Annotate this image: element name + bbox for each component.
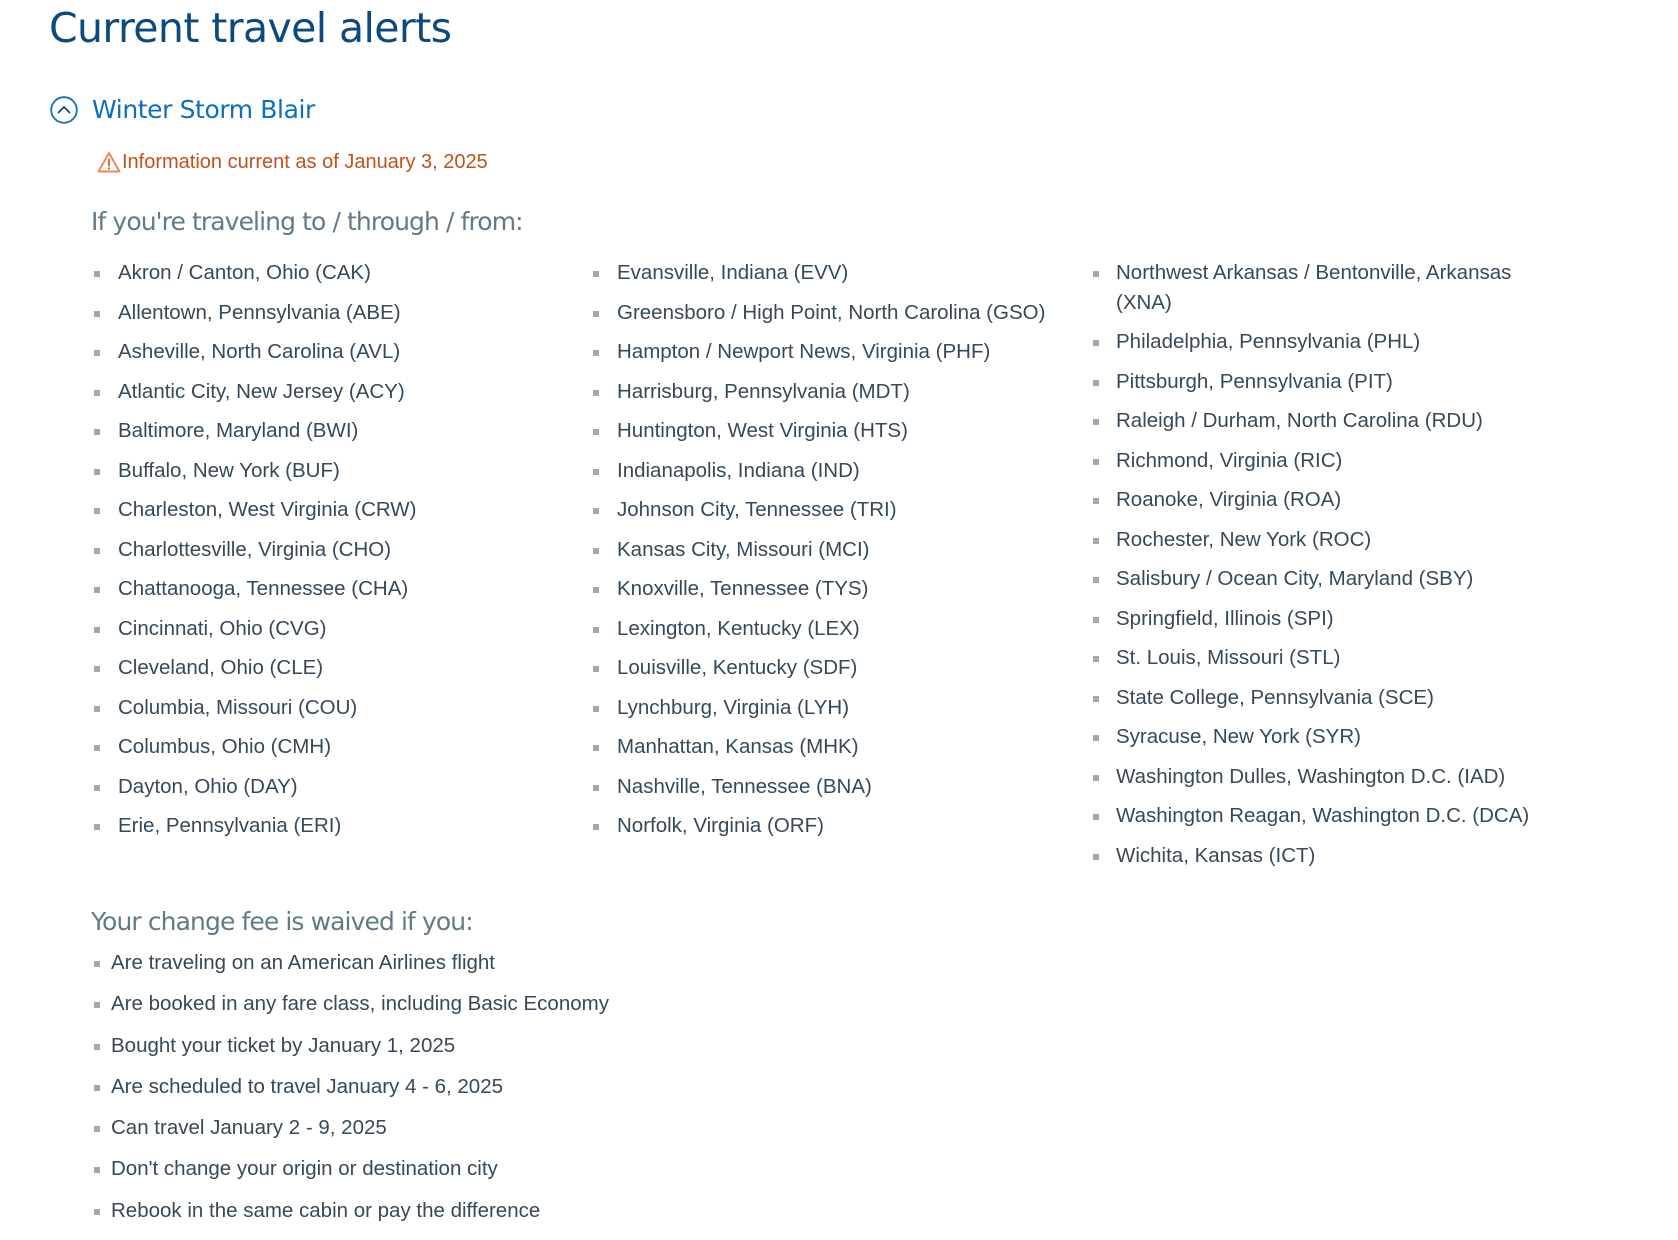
bullet-icon — [1093, 814, 1099, 820]
bullet-icon — [1093, 854, 1099, 860]
bullet-icon — [94, 627, 100, 633]
bullet-icon — [94, 350, 100, 356]
airport-label: Manhattan, Kansas (MHK) — [617, 735, 859, 758]
warning-triangle-icon — [97, 151, 121, 173]
bullet-icon — [1093, 380, 1099, 386]
airports-heading: If you're traveling to / through / from: — [91, 207, 523, 236]
airport-item — [591, 732, 1071, 762]
airport-label: Syracuse, New York (SYR) — [1116, 725, 1361, 748]
airport-label: Indianapolis, Indiana (IND) — [617, 458, 860, 482]
airport-item — [92, 416, 572, 446]
airport-item — [1091, 525, 1561, 555]
airport-item — [92, 258, 572, 288]
airport-label: Huntington, West Virginia (HTS) — [617, 419, 908, 442]
bullet-icon — [94, 311, 100, 317]
info-status — [97, 149, 488, 175]
airport-label: Raleigh / Durham, North Carolina (RDU) — [1116, 409, 1483, 432]
airport-label: Johnson City, Tennessee (TRI) — [617, 498, 897, 521]
bullet-icon — [593, 824, 599, 830]
airport-label: Kansas City, Missouri (MCI) — [617, 537, 870, 561]
airport-item — [591, 574, 1071, 604]
bullet-icon — [94, 429, 100, 435]
airport-label: Baltimore, Maryland (BWI) — [118, 419, 359, 442]
airport-item — [1091, 722, 1561, 752]
bullet-icon — [593, 706, 599, 712]
airport-item — [591, 772, 1071, 802]
airport-label: Charlottesville, Virginia (CHO) — [118, 537, 392, 561]
bullet-icon — [593, 548, 599, 554]
airport-item — [1091, 604, 1561, 634]
airport-label: Harrisburg, Pennsylvania (MDT) — [617, 379, 910, 403]
airport-label: Atlantic City, New Jersey (ACY) — [118, 379, 405, 403]
airport-item — [591, 535, 1071, 565]
airport-label: Columbus, Ohio (CMH) — [118, 735, 332, 758]
airport-item — [92, 732, 572, 762]
airport-label: Cleveland, Ohio (CLE) — [118, 656, 324, 679]
airport-label: Springfield, Illinois (SPI) — [1116, 606, 1334, 630]
waiver-condition — [92, 1196, 609, 1225]
airport-label: State College, Pennsylvania (SCE) — [1116, 685, 1434, 709]
bullet-icon — [94, 1209, 100, 1215]
bullet-icon — [94, 469, 100, 475]
airport-item — [1091, 683, 1561, 713]
airport-item — [591, 298, 1071, 328]
airport-item — [591, 495, 1071, 525]
waiver-heading: Your change fee is waived if you: — [91, 907, 473, 936]
bullet-icon — [94, 961, 100, 967]
airport-label: Nashville, Tennessee (BNA) — [617, 774, 872, 798]
airport-label: St. Louis, Missouri (STL) — [1116, 646, 1341, 669]
bullet-icon — [593, 350, 599, 356]
airport-label: Chattanooga, Tennessee (CHA) — [118, 577, 409, 600]
airport-item — [1091, 367, 1561, 397]
airport-item — [92, 535, 572, 565]
airport-label: Evansville, Indiana (EVV) — [617, 261, 849, 284]
airport-item — [92, 811, 572, 841]
airport-item — [1091, 762, 1561, 792]
waiver-condition — [92, 1154, 609, 1183]
airport-list-column-3 — [1091, 258, 1561, 880]
waiver-condition — [92, 989, 609, 1018]
airport-label: Richmond, Virginia (RIC) — [1116, 448, 1343, 472]
airport-label: Philadelphia, Pennsylvania (PHL) — [1116, 330, 1421, 353]
waiver-condition — [92, 1031, 609, 1060]
bullet-icon — [94, 1002, 100, 1008]
bullet-icon — [94, 1167, 100, 1173]
airport-label: Washington Dulles, Washington D.C. (IAD) — [1116, 764, 1506, 788]
alert-toggle-winter-storm-blair[interactable] — [50, 94, 315, 126]
airport-item — [1091, 643, 1561, 673]
bullet-icon — [593, 666, 599, 672]
bullet-icon — [593, 311, 599, 317]
airport-label: Asheville, North Carolina (AVL) — [118, 340, 401, 363]
airport-item — [92, 653, 572, 683]
bullet-icon — [593, 508, 599, 514]
airport-list-column-1 — [92, 258, 572, 851]
condition-label: Don't change your origin or destination city — [111, 1157, 498, 1181]
airport-item — [1091, 406, 1561, 436]
bullet-icon — [1093, 656, 1099, 662]
airport-item — [1091, 258, 1561, 317]
bullet-icon — [1093, 617, 1099, 623]
info-text: Information current as of January 3, 2025 — [122, 151, 488, 173]
airport-label: Buffalo, New York (BUF) — [118, 458, 340, 482]
airport-item — [92, 456, 572, 486]
bullet-icon — [593, 429, 599, 435]
airport-label: Norfolk, Virginia (ORF) — [617, 814, 824, 837]
bullet-icon — [94, 271, 100, 277]
bullet-icon — [94, 548, 100, 554]
bullet-icon — [1093, 696, 1099, 702]
waiver-condition — [92, 948, 609, 977]
condition-label: Rebook in the same cabin or pay the difference — [111, 1198, 541, 1222]
airport-label: Northwest Arkansas / Bentonville, Arkansas (XNA) — [1116, 261, 1512, 314]
condition-label: Are scheduled to travel January 4 - 6, 2025 — [111, 1074, 504, 1098]
bullet-icon — [94, 824, 100, 830]
airport-label: Salisbury / Ocean City, Maryland (SBY) — [1116, 567, 1474, 590]
condition-label: Are booked in any fare class, including Basic Economy — [111, 992, 609, 1016]
airport-label: Lexington, Kentucky (LEX) — [617, 616, 860, 640]
bullet-icon — [94, 390, 100, 396]
bullet-icon — [593, 745, 599, 751]
alert-title[interactable]: Winter Storm Blair — [92, 95, 315, 124]
bullet-icon — [94, 666, 100, 672]
bullet-icon — [94, 508, 100, 514]
bullet-icon — [1093, 775, 1099, 781]
bullet-icon — [94, 587, 100, 593]
bullet-icon — [94, 785, 100, 791]
airport-item — [92, 614, 572, 644]
bullet-icon — [593, 627, 599, 633]
airport-label: Washington Reagan, Washington D.C. (DCA) — [1116, 804, 1530, 827]
airport-item — [92, 693, 572, 723]
airport-label: Rochester, New York (ROC) — [1116, 527, 1372, 551]
airport-item — [92, 298, 572, 328]
waiver-condition — [92, 1072, 609, 1101]
airport-item — [591, 416, 1071, 446]
bullet-icon — [1093, 340, 1099, 346]
airport-item — [591, 653, 1071, 683]
airport-label: Dayton, Ohio (DAY) — [118, 774, 298, 798]
airport-item — [92, 495, 572, 525]
airport-item — [1091, 801, 1561, 831]
bullet-icon — [593, 390, 599, 396]
airport-item — [591, 456, 1071, 486]
airport-item — [591, 693, 1071, 723]
airport-label: Greensboro / High Point, North Carolina (GSO) — [617, 300, 1046, 324]
airport-label: Allentown, Pennsylvania (ABE) — [118, 300, 401, 324]
airport-label: Charleston, West Virginia (CRW) — [118, 498, 417, 521]
airport-item — [92, 772, 572, 802]
bullet-icon — [1093, 419, 1099, 425]
bullet-icon — [1093, 577, 1099, 583]
airport-label: Lynchburg, Virginia (LYH) — [617, 695, 850, 719]
bullet-icon — [1093, 538, 1099, 544]
airport-item — [1091, 564, 1561, 594]
bullet-icon — [94, 1085, 100, 1091]
bullet-icon — [593, 469, 599, 475]
airport-label: Columbia, Missouri (COU) — [118, 695, 358, 719]
airport-list-column-2 — [591, 258, 1071, 851]
bullet-icon — [593, 271, 599, 277]
bullet-icon — [593, 785, 599, 791]
airport-label: Erie, Pennsylvania (ERI) — [118, 814, 342, 837]
airport-label: Pittsburgh, Pennsylvania (PIT) — [1116, 369, 1393, 393]
airport-label: Akron / Canton, Ohio (CAK) — [118, 261, 371, 284]
airport-label: Hampton / Newport News, Virginia (PHF) — [617, 340, 991, 363]
airport-item — [92, 337, 572, 367]
bullet-icon — [1093, 459, 1099, 465]
waiver-condition — [92, 1113, 609, 1142]
bullet-icon — [1093, 498, 1099, 504]
airport-label: Cincinnati, Ohio (CVG) — [118, 616, 327, 640]
airport-item — [1091, 485, 1561, 515]
bullet-icon — [94, 745, 100, 751]
waiver-conditions-list — [92, 948, 609, 1237]
airport-item — [92, 574, 572, 604]
bullet-icon — [1093, 735, 1099, 741]
chevron-up-circle-icon[interactable] — [50, 96, 78, 124]
airport-item — [1091, 841, 1561, 871]
bullet-icon — [94, 1126, 100, 1132]
bullet-icon — [593, 587, 599, 593]
airport-item — [1091, 446, 1561, 476]
bullet-icon — [1093, 271, 1099, 277]
airport-item — [92, 377, 572, 407]
airport-item — [591, 614, 1071, 644]
airport-label: Knoxville, Tennessee (TYS) — [617, 577, 869, 600]
condition-label: Are traveling on an American Airlines flight — [111, 951, 496, 974]
airport-item — [591, 811, 1071, 841]
bullet-icon — [94, 706, 100, 712]
airport-item — [591, 337, 1071, 367]
page-title: Current travel alerts — [49, 4, 452, 52]
airport-label: Roanoke, Virginia (ROA) — [1116, 488, 1342, 511]
airport-item — [591, 377, 1071, 407]
condition-label: Bought your ticket by January 1, 2025 — [111, 1033, 456, 1057]
airport-item — [1091, 327, 1561, 357]
condition-label: Can travel January 2 - 9, 2025 — [111, 1116, 387, 1140]
airport-label: Louisville, Kentucky (SDF) — [617, 656, 858, 679]
bullet-icon — [94, 1044, 100, 1050]
airport-label: Wichita, Kansas (ICT) — [1116, 843, 1316, 867]
airport-item — [591, 258, 1071, 288]
